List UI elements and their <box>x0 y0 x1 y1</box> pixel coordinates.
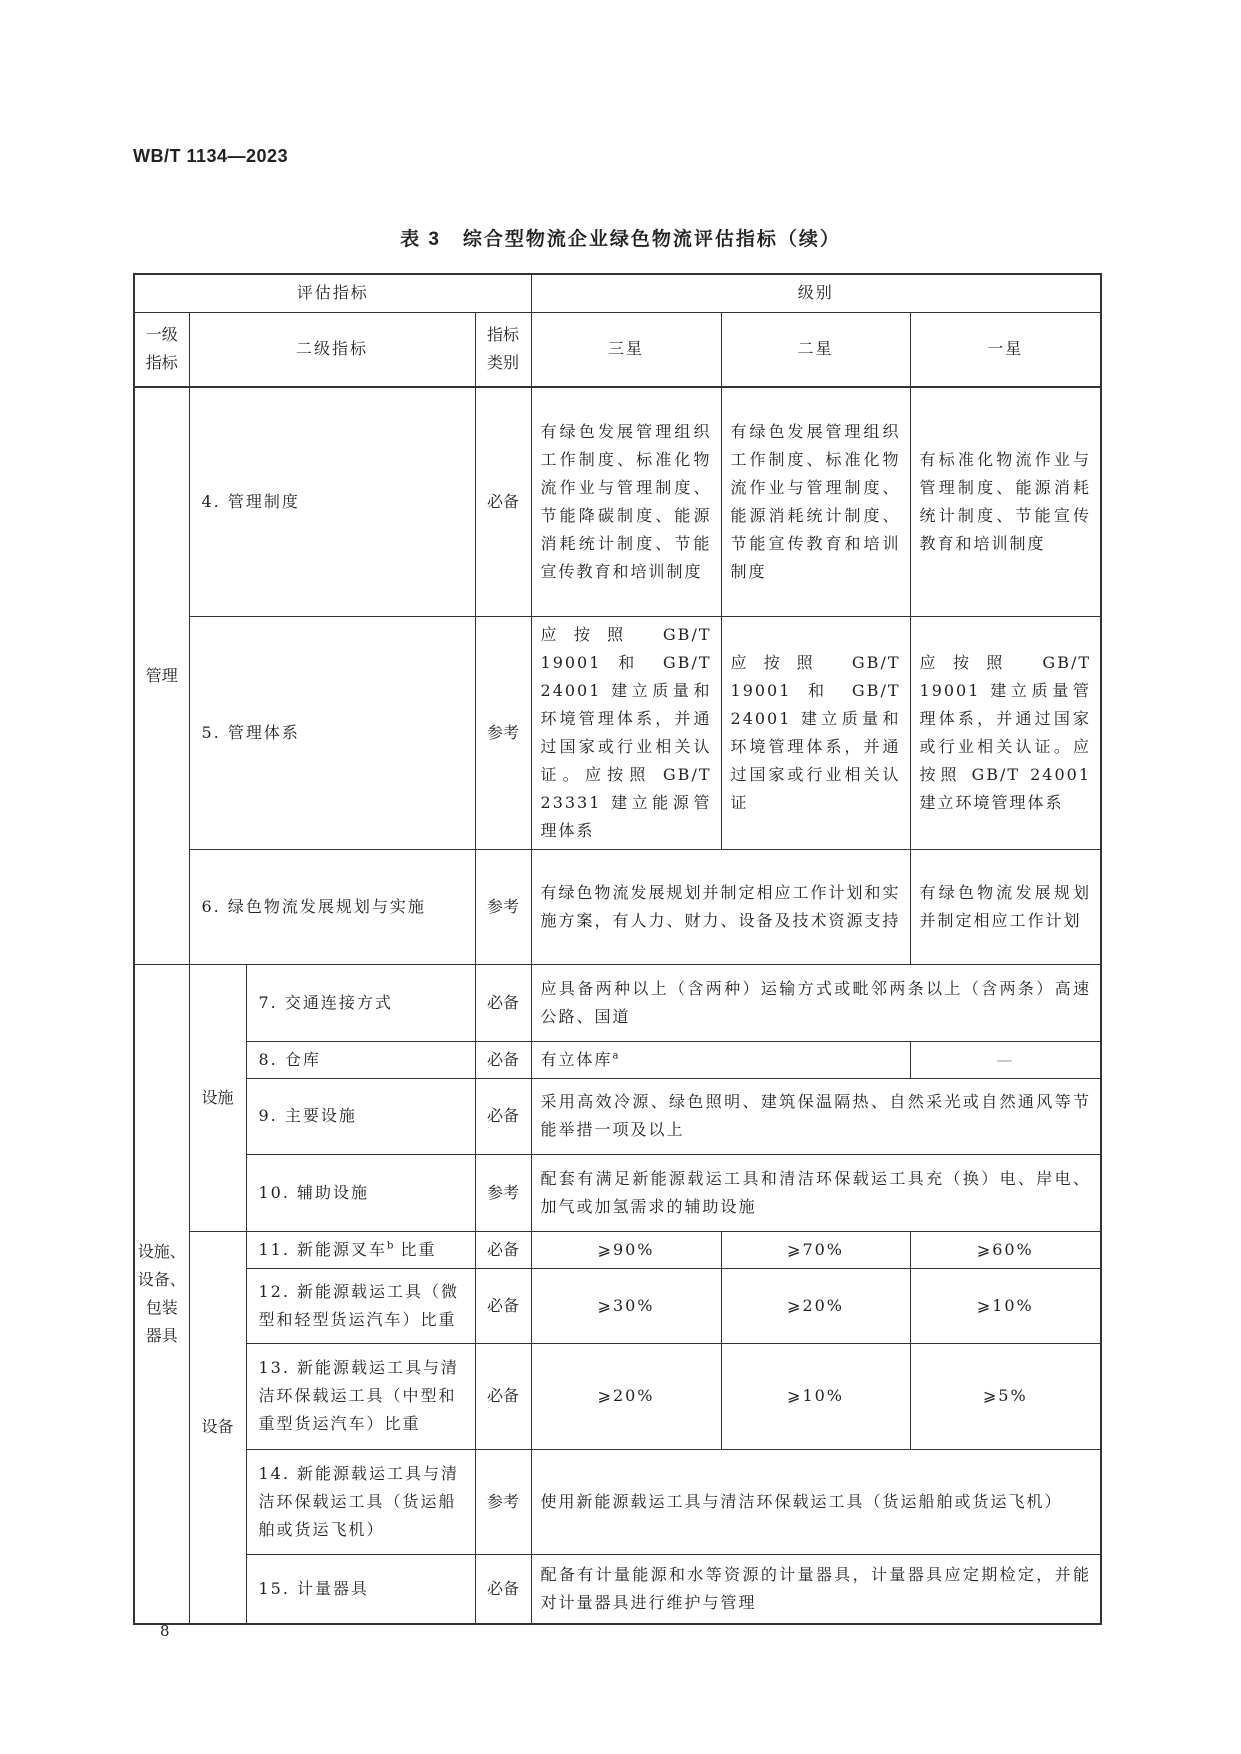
level-cell-two-star: 有绿色发展管理组织工作制度、标准化物流作业与管理制度、能源消耗统计制度、节能宣传教育和培训制度 <box>721 387 910 616</box>
group-cell-facilities-equipment-packaging: 设施、 设备、 包装 器具 <box>134 964 189 1624</box>
table-row <box>134 1449 1101 1554</box>
header-cell-three-star: 三星 <box>531 312 721 387</box>
level-cell-three-star: ⩾90% <box>531 1231 721 1268</box>
level-cell-three-two-star: 有绿色物流发展规划并制定相应工作计划和实施方案，有人力、财力、设备及技术资源支持 <box>531 849 910 964</box>
level-cell-two-star: ⩾70% <box>721 1231 910 1268</box>
footnote-marker-b: b <box>387 1240 394 1252</box>
header-row <box>134 274 1101 312</box>
level-cell-all-stars: 采用高效冷源、绿色照明、建筑保温隔热、自然采光或自然通风等节能举措一项及以上 <box>531 1078 1101 1154</box>
category-cell: 必备 <box>475 1231 531 1268</box>
header-cell-one-star: 一星 <box>910 312 1101 387</box>
table-row <box>134 616 1101 849</box>
indicator-cell: 10. 辅助设施 <box>246 1154 475 1231</box>
level-cell-three-star: ⩾20% <box>531 1343 721 1449</box>
level-cell-one-star: ⩾5% <box>910 1343 1101 1449</box>
category-cell: 参考 <box>475 616 531 849</box>
level-cell-three-star: 有绿色发展管理组织工作制度、标准化物流作业与管理制度、节能降碳制度、能源消耗统计制度、节能宣传教育和培训制度 <box>531 387 721 616</box>
page-number: 8 <box>160 1622 170 1640</box>
subgroup-cell-equipment: 设备 <box>189 1231 246 1624</box>
footnote-marker-a: a <box>612 1050 619 1062</box>
level-cell-two-star: 应按照 GB/T 19001 和 GB/T 24001 建立质量和环境管理体系，并通过国家或行业相关认证 <box>721 616 910 849</box>
table-row <box>134 1231 1101 1268</box>
category-cell: 必备 <box>475 1041 531 1078</box>
table-row <box>134 1154 1101 1231</box>
indicator-cell: 7. 交通连接方式 <box>246 964 475 1041</box>
indicator-cell: 13. 新能源载运工具与清洁环保载运工具（中型和重型货运汽车）比重 <box>246 1343 475 1449</box>
level-cell-all-stars: 使用新能源载运工具与清洁环保载运工具（货运船舶或货运飞机） <box>531 1449 1101 1554</box>
level-cell-two-star: ⩾20% <box>721 1268 910 1343</box>
table-row <box>134 1268 1101 1343</box>
table-row <box>134 1078 1101 1154</box>
header-cell-evaluation-indicators: 评估指标 <box>134 274 531 312</box>
indicator-cell: 14. 新能源载运工具与清洁环保载运工具（货运船舶或货运飞机） <box>246 1449 475 1554</box>
indicator-cell: 8. 仓库 <box>246 1041 475 1078</box>
level-cell-three-two-star <box>531 1041 910 1078</box>
table-row <box>134 1343 1101 1449</box>
table-number: 表 3 <box>400 229 441 250</box>
level-cell-one-star: — <box>910 1041 1101 1078</box>
level-text: 有立体库 <box>540 1049 613 1069</box>
table-row <box>134 1554 1101 1624</box>
indicator-cell: 9. 主要设施 <box>246 1078 475 1154</box>
table-title <box>0 224 1241 251</box>
level-cell-all-stars: 配套有满足新能源载运工具和清洁环保载运工具充（换）电、岸电、加气或加氢需求的辅助设施 <box>531 1154 1101 1231</box>
level-cell-one-star: ⩾60% <box>910 1231 1101 1268</box>
category-cell: 必备 <box>475 387 531 616</box>
indicator-cell <box>246 1231 475 1268</box>
category-cell: 参考 <box>475 1154 531 1231</box>
level-cell-three-star: 应按照 GB/T 19001 和 GB/T 24001 建立质量和环境管理体系，并通过国家或行业相关认证。应按照 GB/T 23331 建立能源管理体系 <box>531 616 721 849</box>
category-cell: 必备 <box>475 1343 531 1449</box>
level-cell-three-star: ⩾30% <box>531 1268 721 1343</box>
table-row <box>134 1041 1101 1078</box>
table-row <box>134 964 1101 1041</box>
indicator-cell: 15. 计量器具 <box>246 1554 475 1624</box>
category-cell: 参考 <box>475 1449 531 1554</box>
subgroup-cell-facilities: 设施 <box>189 964 246 1231</box>
header-cell-level1-indicator: 一级 指标 <box>134 312 189 387</box>
level-cell-one-star: 有绿色物流发展规划并制定相应工作计划 <box>910 849 1101 964</box>
table-row <box>134 849 1101 964</box>
header-cell-indicator-category: 指标 类别 <box>475 312 531 387</box>
indicator-cell: 6. 绿色物流发展规划与实施 <box>189 849 475 964</box>
level-cell-all-stars: 应具备两种以上（含两种）运输方式或毗邻两条以上（含两条）高速公路、国道 <box>531 964 1101 1041</box>
group-cell-management: 管理 <box>134 387 189 964</box>
indicator-cell: 4. 管理制度 <box>189 387 475 616</box>
category-cell: 必备 <box>475 964 531 1041</box>
category-cell: 必备 <box>475 1268 531 1343</box>
table-title-text: 综合型物流企业绿色物流评估指标（续） <box>462 229 841 250</box>
level-cell-two-star: ⩾10% <box>721 1343 910 1449</box>
header-cell-levels: 级别 <box>531 274 1101 312</box>
category-cell: 必备 <box>475 1554 531 1624</box>
indicator-cell: 12. 新能源载运工具（微型和轻型货运汽车）比重 <box>246 1268 475 1343</box>
level-cell-one-star: 有标准化物流作业与管理制度、能源消耗统计制度、节能宣传教育和培训制度 <box>910 387 1101 616</box>
header-cell-two-star: 二星 <box>721 312 910 387</box>
category-cell: 必备 <box>475 1078 531 1154</box>
header-row <box>134 312 1101 387</box>
table-row <box>134 387 1101 616</box>
indicator-cell: 5. 管理体系 <box>189 616 475 849</box>
indicator-text: 11. 新能源叉车 <box>258 1239 388 1259</box>
indicator-suffix: 比重 <box>393 1239 437 1259</box>
level-cell-all-stars: 配备有计量能源和水等资源的计量器具，计量器具应定期检定，并能对计量器具进行维护与管理 <box>531 1554 1101 1624</box>
level-cell-one-star: 应按照 GB/T 19001 建立质量管理体系，并通过国家或行业相关认证。应按照 GB/T 24001 建立环境管理体系 <box>910 616 1101 849</box>
level-cell-one-star: ⩾10% <box>910 1268 1101 1343</box>
category-cell: 参考 <box>475 849 531 964</box>
document-code: WB/T 1134—2023 <box>133 146 289 166</box>
header-cell-level2-indicator: 二级指标 <box>189 312 475 387</box>
evaluation-table <box>133 273 1102 1625</box>
